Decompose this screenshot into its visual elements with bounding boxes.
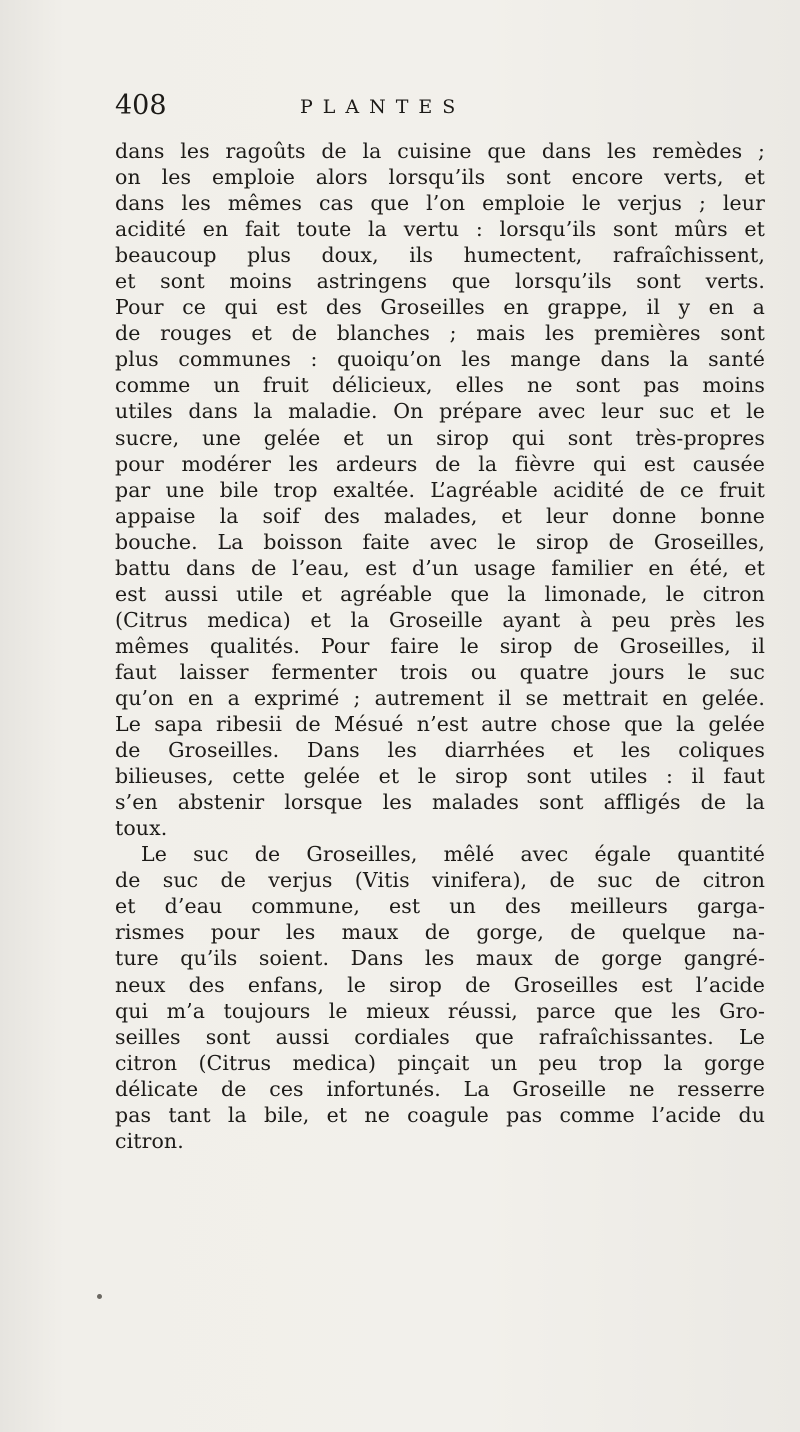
text-line: (Citrus medica) et la Groseille ayant à peu près les bbox=[115, 607, 765, 632]
text-line: bilieuses, cette gelée et le sirop sont utiles : il faut bbox=[115, 764, 765, 789]
text-line: toux. bbox=[115, 816, 168, 841]
text-line: de rouges et de blanches ; mais les premières sont bbox=[115, 321, 765, 346]
text-line: et sont moins astringens que lorsqu’ils sont verts. bbox=[115, 269, 765, 294]
body-text bbox=[115, 138, 765, 1154]
text-line: neux des enfans, le sirop de Groseilles est l’acide bbox=[115, 972, 765, 997]
running-title: PLANTES bbox=[300, 96, 466, 118]
text-line: rismes pour les maux de gorge, de quelque na- bbox=[115, 920, 765, 945]
ink-speck bbox=[97, 1294, 102, 1299]
text-line: dans les ragoûts de la cuisine que dans les remèdes ; bbox=[115, 139, 765, 163]
text-line: délicate de ces infortunés. La Groseille ne resserre bbox=[115, 1076, 765, 1101]
text-line: mêmes qualités. Pour faire le sirop de Groseilles, il bbox=[115, 633, 765, 658]
text-line: plus communes : quoiqu’on les mange dans la santé bbox=[115, 347, 765, 372]
text-line: comme un fruit délicieux, elles ne sont pas moins bbox=[115, 373, 765, 398]
text-line: s’en abstenir lorsque les malades sont affligés de la bbox=[115, 790, 765, 815]
text-line: Le sapa ribesii de Mésué n’est autre chose que la gelée bbox=[115, 712, 765, 737]
text-line: est aussi utile et agréable que la limonade, le citron bbox=[115, 581, 765, 606]
text-line: ture qu’ils soient. Dans les maux de gorge gangré- bbox=[115, 946, 765, 971]
text-line: utiles dans la maladie. On prépare avec leur suc et le bbox=[115, 399, 765, 424]
text-line: sucre, une gelée et un sirop qui sont très-propres bbox=[115, 425, 765, 450]
text-line: par une bile trop exaltée. L’agréable acidité de ce fruit bbox=[115, 477, 765, 502]
text-line: appaise la soif des malades, et leur donne bonne bbox=[115, 503, 765, 528]
text-line: qui m’a toujours le mieux réussi, parce que les Gro- bbox=[115, 998, 765, 1023]
text-line: citron (Citrus medica) pinçait un peu trop la gorge bbox=[115, 1050, 765, 1075]
text-line: beaucoup plus doux, ils humectent, rafraîchissent, bbox=[115, 243, 765, 268]
text-line: de Groseilles. Dans les diarrhées et les coliques bbox=[115, 738, 765, 763]
text-line: et d’eau commune, est un des meilleurs garga- bbox=[115, 894, 765, 919]
text-line: on les emploie alors lorsqu’ils sont encore verts, et bbox=[115, 165, 765, 190]
text-line: faut laisser fermenter trois ou quatre jours le suc bbox=[115, 659, 765, 684]
text-line: de suc de verjus (Vitis vinifera), de suc de citron bbox=[115, 868, 765, 893]
text-line: seilles sont aussi cordiales que rafraîchissantes. Le bbox=[115, 1024, 765, 1049]
text-line: pour modérer les ardeurs de la fièvre qui est causée bbox=[115, 451, 765, 476]
text-line: Le suc de Groseilles, mêlé avec égale quantité bbox=[141, 842, 765, 867]
text-line: acidité en fait toute la vertu : lorsqu’ils sont mûrs et bbox=[115, 217, 765, 242]
text-line: Pour ce qui est des Groseilles en grappe, il y en a bbox=[115, 295, 765, 320]
text-line: bouche. La boisson faite avec le sirop de Groseilles, bbox=[115, 529, 765, 554]
text-line: qu’on en a exprimé ; autrement il se mettrait en gelée. bbox=[115, 685, 765, 710]
text-line: dans les mêmes cas que l’on emploie le verjus ; leur bbox=[115, 191, 765, 216]
page-header bbox=[115, 90, 765, 126]
text-line: citron. bbox=[115, 1128, 184, 1153]
text-line: battu dans de l’eau, est d’un usage familier en été, et bbox=[115, 555, 765, 580]
page-number: 408 bbox=[115, 90, 167, 121]
text-line: pas tant la bile, et ne coagule pas comme l’acide du bbox=[115, 1102, 765, 1127]
